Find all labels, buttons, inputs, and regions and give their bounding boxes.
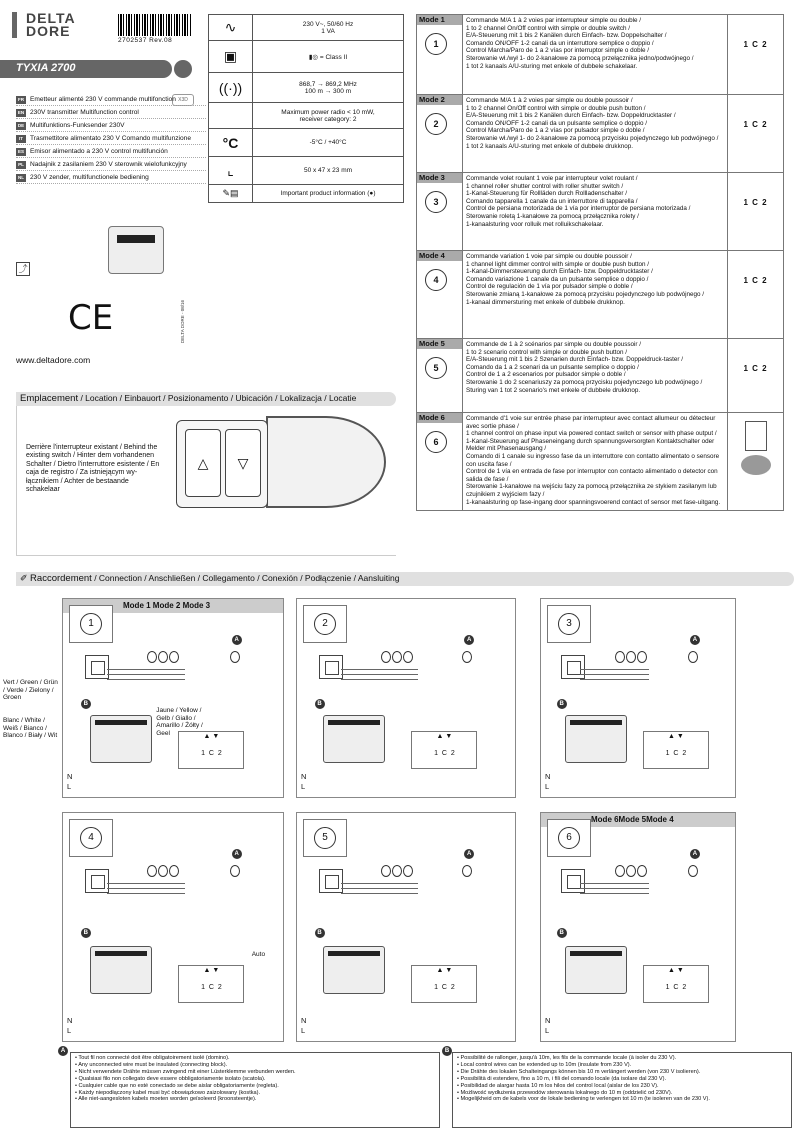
barcode: [118, 14, 192, 36]
spec-receiver-cat: receiver category: 2: [299, 115, 357, 123]
marker-a: A: [232, 635, 242, 645]
mode-dial-icon: 2: [425, 113, 447, 135]
power-terminal: [230, 865, 241, 877]
mode-line: Comando ON/OFF 1-2 canali da un pulsante semplice o doppio /: [466, 119, 647, 127]
spec-table: [208, 14, 404, 203]
mode-row: [417, 339, 784, 413]
schema-bottom: 1 C 2: [201, 983, 222, 991]
wiring-panel: [296, 812, 516, 1042]
mode-diagram-label: 1 C 2: [743, 198, 768, 207]
mode-line: 1 channel roller shutter control with roller shutter switch /: [466, 182, 624, 190]
neutral-label: N: [67, 772, 73, 781]
language-list: [16, 96, 206, 187]
mode-line: 1-kanaal dimmersturing met enkele of dubbele drukknop.: [466, 298, 625, 306]
spec-power-va: 1 VA: [321, 27, 335, 35]
schema-top: ▲ ▼: [668, 733, 684, 740]
tyxia-module: [323, 946, 385, 994]
terminal-block: [615, 865, 648, 877]
language-text: Emetteur alimenté 230 V commande multifonction: [30, 96, 176, 103]
mode-line: 1-Kanal-Dimmersteuerung durch Einfach- bzw. Doppeldrucktaster /: [466, 268, 653, 276]
connection-subtitle: / Connection / Anschließen / Collegamento / Conexión / Podłączenie / Aansluiting: [91, 573, 400, 583]
dimensions-icon: ⌞: [209, 157, 253, 185]
neutral-label: N: [301, 772, 307, 781]
note-line: • Die Drähte des lokalen Schalteingangs können bis 10 m verlängert werden (von 230 V isolieren).: [457, 1068, 701, 1075]
language-code: EN: [17, 110, 25, 115]
mode-line: Sturing van 1 tot 2 scenario's met enkele of dubbele drukknop.: [466, 386, 641, 394]
mode-line: E/A-Steuerung mit 1 bis 2 Kanälen durch Einfach- bzw. Doppeldrucktaster /: [466, 112, 676, 120]
mode-description: [463, 339, 728, 413]
yellow-wire-label: Jaune / Yellow / Gelb / Giallo / Amarillo / Żółty / Geel: [156, 707, 203, 737]
location-title: Emplacement: [20, 393, 79, 404]
note-line: • Posibilidad de alargar hasta 10 m los hilos del control local (aislar de los 230 V).: [457, 1082, 659, 1089]
dial-icon: 6: [558, 827, 580, 849]
wire: [107, 893, 185, 894]
mode-label: Mode 2: [417, 95, 462, 105]
dial-icon: 1: [80, 613, 102, 635]
schema-bottom: 1 C 2: [665, 983, 687, 991]
mode-line: Control de 1 a 2 escenarios por pulsador simple o doble /: [466, 371, 626, 379]
wire: [580, 883, 649, 884]
mode-line: Control de regulación de 1 vía por pulsador simple o doble /: [466, 283, 633, 291]
neutral-label: N: [545, 772, 551, 781]
temperature-icon: °C: [209, 129, 253, 157]
mode-line: E/A-Steuerung mit 1 bis 2 Kanälen durch Einfach- bzw. Doppelschalter /: [466, 32, 667, 40]
wall-switch-icon: [561, 869, 585, 893]
wire: [580, 674, 649, 675]
mode-row: [417, 95, 784, 173]
mode-diagram-label: 1 C 2: [743, 120, 768, 129]
wall-box: [266, 416, 386, 508]
mode-dial-icon: 3: [425, 191, 447, 213]
note-line: • Każdy niepodłączony kabel musi być obowiązkowo zaizolowany (kostka).: [75, 1089, 261, 1096]
schema-top: ▲ ▼: [203, 733, 220, 740]
language-code: NL: [18, 175, 24, 180]
mode-line: Commande variation 1 voie par simple ou double poussoir /: [466, 253, 632, 260]
mode-line: Control Marcha/Paro de 1 a 2 vías por pulsador simple o doble /: [466, 127, 645, 135]
schema-bottom: 1 C 2: [665, 750, 687, 757]
note-line: • Mogelijkheid om de kabels voor de lokale bediening te verlengen tot 10 m (te isoleren van de 230 V).: [457, 1096, 710, 1103]
wire: [341, 674, 418, 675]
mode-dial-icon: 6: [425, 431, 447, 453]
schema-top: ▲ ▼: [668, 966, 684, 974]
wire: [107, 679, 185, 680]
brand-logo: [16, 12, 76, 38]
mode-line: 1 tot 2 kanaals A/U-sturing met enkele of dubbele schakelaar.: [466, 62, 638, 70]
mode-label: Mode 3: [417, 173, 462, 183]
mode-description: [463, 15, 728, 95]
marker-a: A: [690, 849, 700, 859]
spec-range: 100 m → 300 m: [304, 87, 352, 95]
note-line: • Possibilité de rallonger, jusqu'à 10m, les fils de la commande locale (à isoler du 230 V).: [457, 1055, 677, 1061]
schema-top: ▲ ▼: [203, 966, 220, 974]
ac-wave-icon: ∿: [209, 15, 253, 41]
wire: [580, 888, 649, 889]
neutral-label: N: [301, 1016, 307, 1025]
mode-line: 1-Kanal-Steuerung für Rollläden durch Rollladenschalter /: [466, 190, 628, 198]
mode-line: Sterowanie 1-kanałowe na wejściu fazy za pomocą przełącznika ze stykiem zasilanym lub czujnikiem z wyjściem fazy /: [466, 483, 717, 498]
mode-label-cell: [417, 15, 463, 95]
power-terminal: [688, 865, 699, 877]
language-item: [16, 161, 206, 171]
wire: [341, 893, 418, 894]
mode-row: [417, 173, 784, 251]
mode-line: Comando tapparella 1 canale da un interruttore di tapparella /: [466, 197, 638, 205]
x3d-badge: X3D: [172, 94, 194, 106]
mode-dial: [303, 819, 347, 857]
note-line: • Any unconnected wire must be insulated (connecting block).: [75, 1061, 228, 1068]
live-label: L: [67, 1026, 72, 1035]
mode-description: [463, 413, 728, 511]
mode-line: 1-kanaalsturing voor rolluik met rolluikschakelaar.: [466, 220, 604, 228]
info-icon: ✎▤: [209, 185, 253, 203]
product-title: TYXIA 2700: [0, 60, 172, 78]
website: www.deltadore.com: [16, 355, 91, 365]
channel-schema: [411, 965, 477, 1003]
mode-diagram: [728, 413, 784, 511]
mode-line: 1-Kanal-Steuerung auf Phaseneingang durch spannungsversorgten Kontaktschalter oder Melder mit Phasenausgang /: [466, 437, 715, 453]
dial-icon: 5: [314, 827, 336, 849]
mode-line: Commande M/A 1 à 2 voies par interrupteur simple ou double /: [466, 17, 642, 24]
schema-bottom: 1 C 2: [434, 983, 455, 991]
schema-bottom: 1 C 2: [434, 750, 455, 757]
language-item: [16, 96, 206, 106]
wiring-panel: [540, 598, 736, 798]
ce-mark: CE: [68, 298, 114, 338]
barcode-number: 2702537 Rev.08: [118, 37, 173, 44]
note-line: • Nicht verwendete Drähte müssen zwingend mit einer Lüsterklemme verbunden werden.: [75, 1068, 296, 1075]
power-terminal: [230, 651, 241, 663]
mode-line: 1 to 2 scenario control with simple or double push button /: [466, 348, 628, 356]
mode-label-cell: [417, 95, 463, 173]
wiring-panel: [3, 598, 284, 798]
spec-temp: -5°C / +40°C: [253, 129, 404, 157]
power-terminal: [688, 651, 699, 663]
marker-b: B: [315, 699, 325, 709]
mode-diagram-label: 1 C 2: [743, 364, 768, 373]
mode-line: 1 tot 2 kanaals A/U-sturing met enkele of dubbele drukknop.: [466, 142, 633, 150]
antenna-icon: ((·)): [209, 73, 253, 103]
schema-bottom: 1 C 2: [201, 750, 222, 757]
language-text: Emisor alimentado a 230 V control multifunción: [30, 148, 168, 155]
mode-diagram-label: 1 C 2: [743, 40, 768, 49]
mode-label-cell: [417, 413, 463, 511]
mode-description: [463, 251, 728, 339]
spec-info: Important product information (●): [253, 185, 404, 203]
note-line: • Local control wires can be extended up to 10m (insulate from 230 V).: [457, 1061, 632, 1068]
wall-switch-icon: [319, 655, 343, 679]
mode-line: Commande volet roulant 1 voie par interrupteur volet roulant /: [466, 175, 638, 182]
language-item: [16, 148, 206, 158]
terminal-block: [615, 651, 648, 663]
spec-maxpower: Maximum power radio < 10 mW,: [281, 108, 375, 116]
channel-schema: [411, 731, 477, 769]
connection-header: [16, 572, 794, 586]
power-terminal: [462, 651, 473, 663]
terminal-block: [381, 865, 414, 877]
down-icon: ▽: [225, 429, 261, 497]
mode-line: Comando variazione 1 canale da un pulsante semplice o doppio /: [466, 275, 649, 283]
doc-code: DELTA DORE - 08/16: [180, 300, 185, 344]
mode-line: Commande M/A 1 à 2 voies par simple ou double poussoir /: [466, 97, 633, 104]
logo-line2: DORE: [26, 23, 71, 39]
marker-b: B: [315, 928, 325, 938]
mode-line: 1 to 2 channel On/Off control with simple or double push button /: [466, 104, 646, 112]
dial-icon: 2: [314, 613, 336, 635]
mode-diagram: [728, 173, 784, 251]
wall-switch-icon: [85, 869, 109, 893]
wire: [107, 674, 185, 675]
wire: [107, 669, 185, 670]
wall-switch-icon: [561, 655, 585, 679]
channel-schema: [178, 965, 244, 1003]
radio-icon: ⤴: [16, 262, 30, 276]
mode-line: Sterowanie wł./wył 1- do 2-kanałowe za pomocą przełącznika jedno/podwójnego /: [466, 54, 694, 62]
marker-b: B: [557, 699, 567, 709]
wiring-panel: [62, 812, 284, 1042]
mode-line: Sterowanie 1 do 2 scenariuszy za pomocą przycisku pojedynczego lub podwójnego /: [466, 378, 703, 386]
tyxia-module: [90, 946, 152, 994]
note-line: • Tout fil non connecté doit être obligatoirement isolé (domino).: [75, 1055, 230, 1061]
mode-line: Control Marcha/Paro de 1 a 2 vías por interruptor simple o doble /: [466, 47, 650, 55]
note-line: • Qualsiasi filo non collegato deve essere obbligatoriamente isolato (scatola).: [75, 1075, 266, 1082]
location-subtitle: / Location / Einbauort / Posizionamento / Ubicación / Lokalizacja / Locatie: [78, 393, 357, 403]
mode-description: [463, 173, 728, 251]
wire: [580, 679, 649, 680]
mode-label: Mode 6: [417, 413, 462, 423]
mode-line: Comando di 1 canale su ingresso fase da un interruttore con contatto alimentato o sensore con uscita fase /: [466, 452, 720, 468]
mode-line: Sterowanie zmianą 1-kanałowe za pomocą przycisku pojedynczego lub podwójnego /: [466, 290, 705, 298]
screwdriver-icon: ✐: [20, 573, 31, 583]
wall-switch-icon: [319, 869, 343, 893]
spec-class: = Class II: [319, 53, 348, 61]
note-line: • Possibilità di estendere, fino a 10 m, i fili del comando locale (da isolare dal 230 V).: [457, 1075, 667, 1082]
marker-a: A: [464, 849, 474, 859]
wire: [341, 883, 418, 884]
marker-b: B: [557, 928, 567, 938]
spec-freq: 868,7 → 869,2 MHz: [299, 80, 357, 88]
mode-line: 1 channel light dimmer control with simple or double push button /: [466, 260, 650, 268]
wire: [107, 888, 185, 889]
dial-icon: 4: [80, 827, 102, 849]
mode-line: Sterowanie roletą 1-kanałowe za pomocą przełącznika rolety /: [466, 212, 639, 220]
mode-line: Control de 1 vía en entrada de fase por interruptor con contacto alimentado o detector con salida de fase /: [466, 468, 718, 483]
wall-switch-icon: [85, 655, 109, 679]
mode-diagram: [728, 339, 784, 413]
marker-a: A: [232, 849, 242, 859]
auto-label: Auto: [251, 951, 266, 958]
wire: [580, 669, 649, 670]
wire: [580, 893, 649, 894]
wall-switch-icon: [745, 421, 767, 451]
class2-icon: ▣: [209, 41, 253, 73]
language-code: DE: [17, 123, 25, 128]
live-label: L: [301, 1026, 306, 1035]
marker-b: B: [81, 699, 91, 709]
language-text: Nadajnik z zasilaniem 230 V sterownik wielofunkcyjny: [30, 161, 187, 168]
mode-line: 1-kanaalsturing op fase-ingang door spanningsvoerend contact of sensor met fase-uitgang.: [466, 498, 721, 506]
mode-diagram-label: 1 C 2: [743, 276, 768, 285]
channel-schema: [643, 731, 709, 769]
language-code: IT: [16, 135, 26, 143]
language-code: FR: [18, 97, 24, 102]
mode-line: E/A-Steuerung mit 1 bis 2 Szenarien durch Einfach- bzw. Doppeldruck-taster /: [466, 356, 683, 364]
white-wire-label: Blanc / White / Weiß / Bianco / Blanco / Biały / Wit: [3, 717, 58, 739]
sensor-icon: [741, 455, 771, 475]
mode-row: [417, 15, 784, 95]
live-label: L: [545, 782, 550, 791]
mode-diagram: [728, 95, 784, 173]
note-b-marker: B: [442, 1046, 452, 1056]
language-text: 230V transmitter Multifunction control: [30, 109, 139, 116]
language-item: [16, 135, 206, 145]
language-item: [16, 122, 206, 132]
switch-illustration: [176, 420, 268, 508]
note-a-marker: A: [58, 1046, 68, 1056]
language-text: 230 V zender, multifunctionele bediening: [30, 174, 149, 181]
location-text: Derrière l'interrupteur existant / Behind the existing switch / Hinter dem vorhandenen Schalter / Dietro l'interruttore esistente / En caja de registro / Za istniejącym wy-łącznikiem / Achter de bestaande schakelaar: [26, 444, 160, 494]
schema-top: ▲ ▼: [436, 733, 453, 740]
mode-dial: [69, 819, 113, 857]
tyxia-module: [323, 715, 385, 763]
mode-line: Control de persiana motorizada de 1 vía por interruptor de persiana motorizada /: [466, 205, 691, 213]
up-icon: △: [185, 429, 221, 497]
title-circle: [174, 60, 192, 78]
panel-title: Mode 6Mode 5Mode 4: [541, 813, 735, 827]
language-text: Trasmettitore alimentato 230 V Comando multifunzione: [30, 135, 192, 142]
mode-row: [417, 251, 784, 339]
wiring-panel: [540, 812, 736, 1042]
language-item: [16, 174, 206, 184]
mode-line: Commande d'1 voie sur entrée phase par interrupteur avec contact allumeur ou détecteur avec sortie phase /: [466, 415, 716, 430]
mode-line: Sterowanie wł./wył 1- do 2-kanałowe za pomocą przycisku pojedynczego lub podwójnego /: [466, 134, 719, 142]
live-label: L: [545, 1026, 550, 1035]
language-text: Multifunktions-Funksender 230V: [30, 122, 125, 129]
mode-dial-icon: 5: [425, 357, 447, 379]
neutral-label: N: [545, 1016, 551, 1025]
language-code: PL: [16, 161, 26, 169]
mode-line: 1 channel control on phase input via powered contact switch or sensor with phase output /: [466, 430, 717, 438]
spec-icons: ▮◎: [308, 53, 319, 61]
mode-label: Mode 4: [417, 251, 462, 261]
mode-dial: [547, 605, 591, 643]
wire: [341, 679, 418, 680]
note-a: [70, 1052, 440, 1128]
green-wire-label: Vert / Green / Grün / Verde / Zielony / Groen: [3, 679, 58, 701]
channel-schema: [643, 965, 709, 1003]
mode-label-cell: [417, 251, 463, 339]
tyxia-module: [90, 715, 152, 763]
dial-icon: 3: [558, 613, 580, 635]
tyxia-module: [565, 946, 627, 994]
wire: [341, 888, 418, 889]
note-b: [452, 1052, 792, 1128]
mode-dial-icon: 1: [425, 33, 447, 55]
schema-top: ▲ ▼: [436, 966, 453, 974]
mode-diagram: [728, 251, 784, 339]
live-label: L: [301, 782, 306, 791]
mode-label-cell: [417, 173, 463, 251]
product-image: [108, 226, 164, 274]
language-item: [16, 109, 206, 119]
connection-title: Raccordement: [30, 573, 92, 584]
mode-dial: [69, 605, 113, 643]
mode-description: [463, 95, 728, 173]
note-line: • Alle niet-aangesloten kabels moeten worden geïsoleerd (kroonsteentje).: [75, 1096, 257, 1103]
terminal-block: [147, 651, 180, 663]
panel-title: Mode 1 Mode 2 Mode 3: [63, 599, 283, 613]
tyxia-module: [565, 715, 627, 763]
location-header: [16, 392, 396, 406]
marker-a: A: [690, 635, 700, 645]
marker-a: A: [464, 635, 474, 645]
wiring-panel: [296, 598, 516, 798]
mode-dial: [303, 605, 347, 643]
mode-line: Comando ON/OFF 1-2 canali da un interruttore semplice o doppio /: [466, 39, 654, 47]
mode-dial-icon: 4: [425, 269, 447, 291]
wire: [341, 669, 418, 670]
modes-table: [416, 14, 784, 511]
spec-power: 230 V~, 50/60 Hz: [302, 20, 354, 28]
spec-dims: 50 x 47 x 23 mm: [253, 157, 404, 185]
language-code: ES: [17, 149, 24, 154]
note-line: • Możliwość wydłużenia przewodów sterowania lokalnego do 10 m (oddzielić od 230V).: [457, 1089, 673, 1096]
mode-dial: [547, 819, 591, 857]
mode-row: [417, 413, 784, 511]
neutral-label: N: [67, 1016, 73, 1025]
terminal-block: [147, 865, 180, 877]
live-label: L: [67, 782, 72, 791]
mode-line: Comando da 1 a 2 scenari da un pulsante semplice o doppio /: [466, 363, 639, 371]
logo-line1: DELTA: [26, 10, 76, 26]
note-line: • Cualquier cable que no esté conectado se debe aislar obligatoriamente (regleta).: [75, 1082, 279, 1089]
marker-b: B: [81, 928, 91, 938]
terminal-block: [381, 651, 414, 663]
mode-label: Mode 5: [417, 339, 462, 349]
mode-label: Mode 1: [417, 15, 462, 25]
power-terminal: [462, 865, 473, 877]
mode-label-cell: [417, 339, 463, 413]
wire: [107, 883, 185, 884]
mode-line: 1 to 2 channel On/Off control with simple or double switch /: [466, 24, 631, 32]
mode-diagram: [728, 15, 784, 95]
mode-line: Commande de 1 à 2 scénarios par simple ou double poussoir /: [466, 341, 642, 348]
